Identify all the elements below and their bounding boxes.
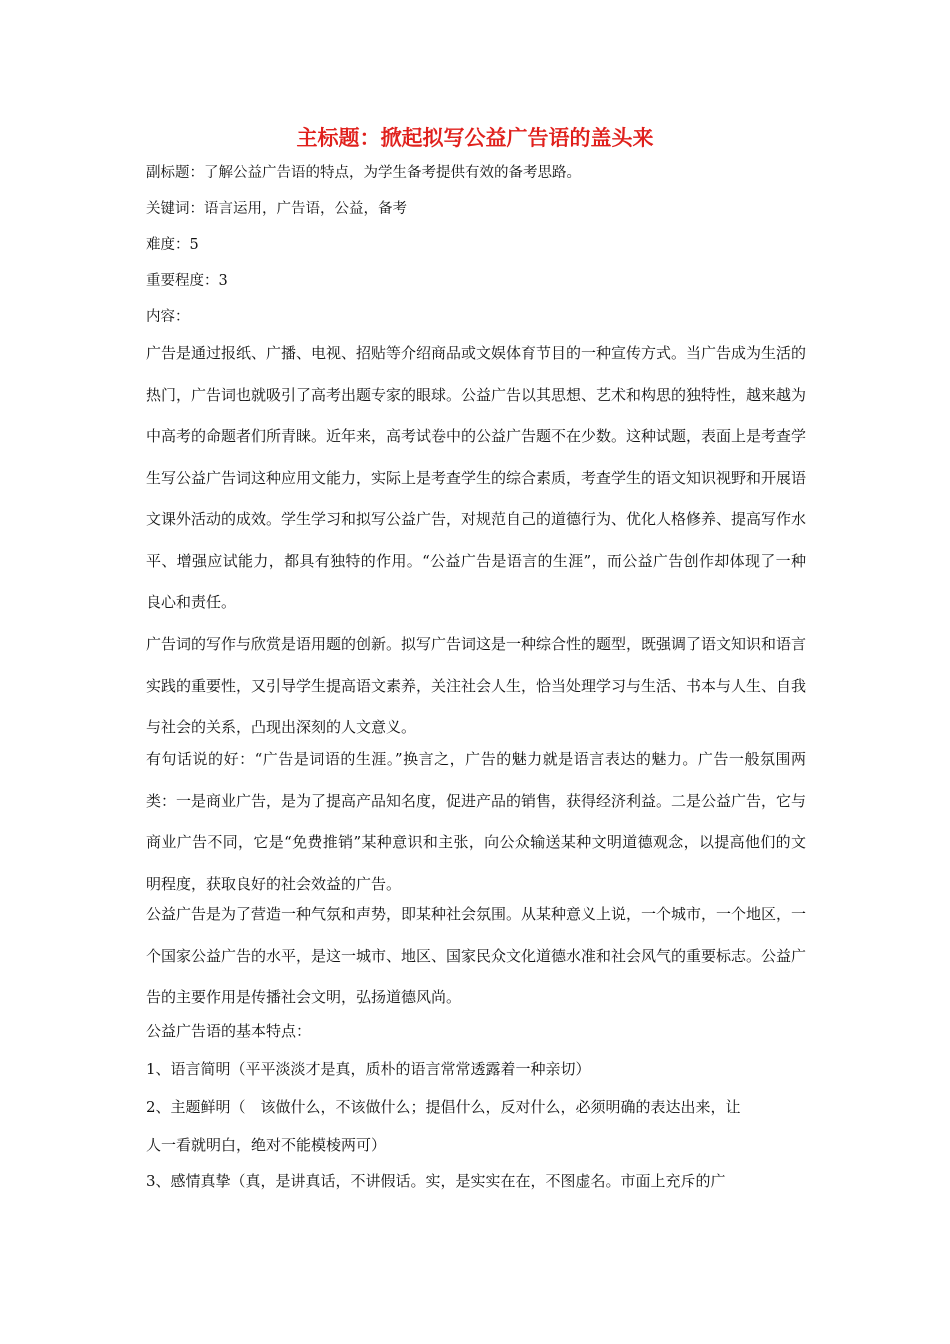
document-title: 主标题：掀起拟写公益广告语的盖头来 xyxy=(296,126,654,150)
features-heading: 公益广告语的基本特点： xyxy=(146,1022,312,1040)
importance: 重要程度：3 xyxy=(146,273,228,289)
paragraph-types: 有句话说的好：“广告是词语的生涯。”换言之，广告的魅力就是语言表达的魅力。广告一般氛围两类：一是商业广告，是为了提高产品知名度，促进产品的销售，获得经济利益。二是公益广告，它与商业广告不同，它是“免费推销”某种意识和主张，向公众输送某种文明道德观念，以提高他们的文明程度，获取良好的社会效益的广告。 xyxy=(146,750,807,893)
difficulty: 难度：5 xyxy=(146,237,199,253)
paragraph-innovation: 广告词的写作与欣赏是语用题的创新。拟写广告词这是一种综合性的题型，既强调了语文知识和语言实践的重要性，又引导学生提高语文素养，关注社会人生，恰当处理学习与生活、书本与人生、自我与社会的关系，凸现出深刻的人文意义。 xyxy=(146,635,807,736)
paragraph-intro: 广告是通过报纸、广播、电视、招贴等介绍商品或文娱体育节目的一种宣传方式。当广告成为生活的热门，广告词也就吸引了高考出题专家的眼球。公益广告以其思想、艺术和构思的独特性，越来越为中高考的命题者们所青睐。近年来，高考试卷中的公益广告题不在少数。这种试题，表面上是考查学生写公益广告词这种应用文能力，实际上是考查学生的综合素质，考查学生的语文知识视野和开展语文课外活动的成效。学生学习和拟写公益广告，对规范自己的道德行为、优化人格修养、提高写作水平、增强应试能力，都具有独特的作用。“公益广告是语言的生涯”，而公益广告创作却体现了一种良心和责任。 xyxy=(146,344,807,611)
keywords: 关键词：语言运用，广告语，公益，备考 xyxy=(146,201,407,217)
feature-item: 2、主题鲜明（ 该做什么，不该做什么；提倡什么，反对什么，必须明确的表达出来，让 xyxy=(146,1098,741,1116)
feature-item-continued: 人一看就明白，绝对不能模棱两可） xyxy=(146,1136,387,1154)
content-label: 内容： xyxy=(146,309,190,325)
subtitle: 副标题：了解公益广告语的特点，为学生备考提供有效的备考思路。 xyxy=(146,165,581,181)
feature-item: 3、感情真挚（真，是讲真话，不讲假话。实，是实实在在，不图虚名。市面上充斥的广 xyxy=(146,1172,726,1190)
feature-item: 1、语言简明（平平淡淡才是真，质朴的语言常常透露着一种亲切） xyxy=(146,1060,591,1078)
paragraph-purpose: 公益广告是为了营造一种气氛和声势，即某种社会氛围。从某种意义上说，一个城市，一个地区，一个国家公益广告的水平，是这一城市、地区、国家民众文化道德水准和社会风气的重要标志。公益广告的主要作用是传播社会文明，弘扬道德风尚。 xyxy=(146,905,807,1006)
